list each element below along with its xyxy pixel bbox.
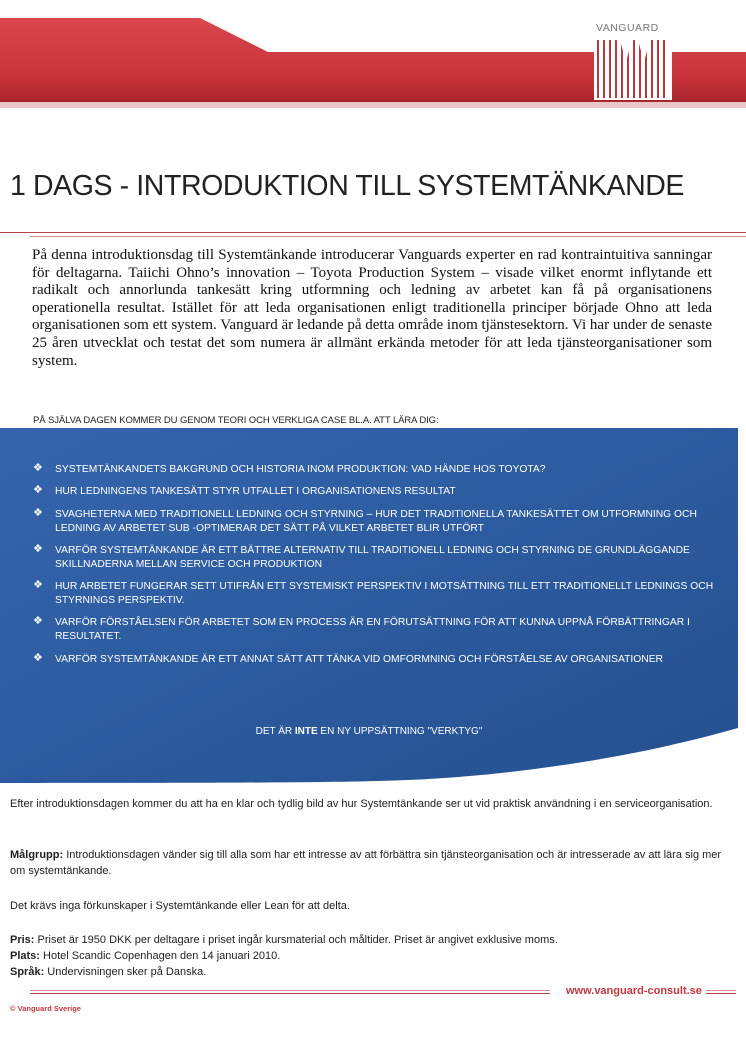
not-tools-statement: DET ÄR INTE EN NY UPPSÄTTNING "VERKTYG" (255, 726, 483, 737)
target-group-label: Målgrupp: (10, 849, 64, 861)
diamond-bullet-icon: ❖ (33, 542, 43, 555)
learning-point: ❖ VARFÖR SYSTEMTÄNKANDE ÄR ETT ANNAT SÄTT ATT TÄNKA VID OMFORMNING OCH FÖRSTÅELSE AV ORGANISATIONER (33, 651, 663, 665)
place-info: Plats: Hotel Scandic Copenhagen den 14 januari 2010. (10, 950, 281, 962)
diamond-bullet-icon: ❖ (33, 579, 43, 592)
logo-text: VANGUARD (596, 22, 659, 34)
learning-points-list (33, 463, 723, 675)
footer-divider-right (706, 993, 736, 994)
title-divider (0, 232, 746, 233)
vanguard-logo (594, 34, 672, 100)
diamond-bullet-icon: ❖ (33, 651, 43, 664)
intro-paragraph: På denna introduktionsdag till Systemtänkande introducerar Vanguards experter en rad kontraintuitiva sanningar för deltagarna. Taiichi Ohno’s innovation – Toyota Production System – visade vilket enormt inflytande ett radikalt och annorlunda tankesätt kring utformning och ledning av arbetet kan få på organisationens operationella resultat. Istället för att leda organisationen enligt traditionella principer började Ohno att leda organisationen som ett system. Vanguard är ledande på detta område inom tjänstesektorn. Vi har under de senaste 25 åren utvecklat och testat det som numera är allmänt erkända metoder för att leda tjänsteorganisationer som system. (32, 247, 712, 369)
learn-heading: PÅ SJÄLVA DAGEN KOMMER DU GENOM TEORI OCH VERKLIGA CASE BL.A. ATT LÄRA DIG: (33, 415, 439, 426)
learning-point: ❖ HUR LEDNINGENS TANKESÄTT STYR UTFALLET I ORGANISATIONENS RESULTAT (33, 484, 456, 498)
title-divider-accent (30, 236, 746, 237)
learning-point: ❖ HUR ARBETET FUNGERAR SETT UTIFRÅN ETT SYSTEMISKT PERSPEKTIV I MOTSÄTTNING TILL ETT TRADITIONELLT LEDNINGS OCH STYRNINGS PERSPEKTIV. (33, 579, 714, 606)
learning-point: ❖ VARFÖR FÖRSTÅELSEN FÖR ARBETET SOM EN PROCESS ÄR EN FÖRUTSÄTTNING FÖR ATT KUNNA UPPNÅ FÖRBÄTTRINGAR I RESULTATET. (33, 615, 690, 643)
learning-point: ❖ VARFÖR SYSTEMTÄNKANDE ÄR ETT BÄTTRE ALTERNATIV TILL TRADITIONELL LEDNING OCH STYRNING DE GRUNDLÄGGANDE SKILLNADERNA MELLAN SERVICE OCH PRODUKTION (33, 542, 690, 570)
price-info: Pris: Priset är 1950 DKK per deltagare i priset ingår kursmaterial och måltider. Priset är angivet exklusive moms. (10, 934, 558, 946)
diamond-bullet-icon: ❖ (33, 615, 43, 628)
no-prerequisites: Det krävs inga förkunskaper i Systemtänkande eller Lean för att delta. (10, 900, 350, 912)
diamond-bullet-icon: ❖ (33, 462, 43, 474)
diamond-bullet-icon: ❖ (33, 484, 43, 497)
footer-divider-top (30, 990, 550, 991)
after-course-text: Efter introduktionsdagen kommer du att ha en klar och tydlig bild av hur Systemtänkande ser ut vid praktisk användning i en serviceorganisation. (10, 798, 713, 810)
target-group: Målgrupp: Introduktionsdagen vänder sig till alla som har ett intresse av att förbättra sin tjänsteorganisation och är intresserade av att lära sig mer om systemtänkande. (10, 849, 722, 877)
diamond-bullet-icon: ❖ (33, 506, 43, 519)
header-banner (0, 0, 746, 125)
footer-divider (30, 993, 550, 994)
website-link[interactable]: www.vanguard-consult.se (566, 985, 702, 997)
learning-point: ❖ SVAGHETERNA MED TRADITIONELL LEDNING OCH STYRNING – HUR DET TRADITIONELLA TANKESÄTTET OM UTFORMNING OCH LEDNING AV ARBETET SUB -OPTIMERAR DET SÄTT PÅ VILKET ARBETET BLIR UTFÖRT (33, 506, 697, 534)
page-title: 1 DAGS - INTRODUKTION TILL SYSTEMTÄNKANDE (10, 170, 685, 202)
footer-divider-right-top (706, 990, 736, 991)
learning-point: ❖ SYSTEMTÄNKANDETS BAKGRUND OCH HISTORIA INOM PRODUKTION: VAD HÄNDE HOS TOYOTA? (33, 462, 546, 475)
language-info: Språk: Undervisningen sker på Danska. (10, 966, 207, 978)
copyright: © Vanguard Sverige (10, 1004, 81, 1013)
